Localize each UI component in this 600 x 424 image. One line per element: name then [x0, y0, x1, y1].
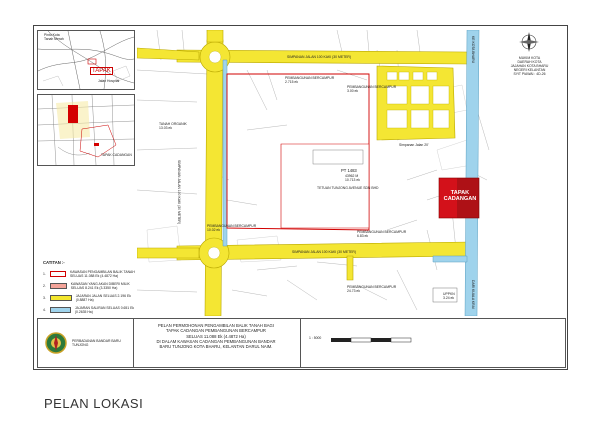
north-arrow-icon	[494, 30, 565, 56]
title-line-4: DI DALAM KAWASAN CADANGAN PEMBANGUNAN BANDAR	[156, 338, 276, 344]
title-line-2: TAPAK CADANGAN PEMBANGUNAN BERCAMPUR	[166, 328, 266, 334]
road-label-top: SIMPANAN JALAN 100 KAKI (30 METER)	[287, 55, 352, 59]
tapak-cadangan-label	[440, 190, 480, 203]
label-simpanan: Simpanan Jalan 20'	[399, 143, 429, 147]
legend-swatch-4	[50, 307, 71, 313]
legend-item-2	[43, 282, 137, 290]
site-map	[137, 30, 492, 316]
road-label-left: SIMPANAN JALAN 100 KAKI (30 METER)	[177, 160, 181, 225]
title-text	[136, 323, 296, 349]
north-line-4: NEGERI KELANTAN	[513, 68, 546, 73]
road-label-middle: SIMPANAN JALAN 100 KAKI (30 METER)	[292, 250, 357, 254]
site-area-label: 43962 M	[345, 174, 359, 178]
north-line-3: JAJAHAN KOTA BHARU	[510, 64, 549, 69]
key-plan-north-label: Pintu Kota Tanah Merah	[44, 33, 64, 42]
legend-text-1: KAWASAN PENGAMBILAN BALIK TANAH SELUAS 11.088 Ek (4.4872 Ha)	[69, 270, 135, 279]
road-label-right-top: KE KOTA BHARU	[471, 36, 475, 64]
legend-panel	[37, 258, 137, 318]
north-line-5: SYIT PIAWAI : 4D-26	[513, 72, 546, 77]
legend-item-1	[43, 270, 137, 278]
site-map-drawing	[137, 30, 492, 316]
inset-legend-label: TAPAK CADANGAN	[101, 153, 132, 157]
org-block	[38, 319, 134, 367]
legend-item-4	[43, 306, 137, 314]
site-lot-label: PT 1483	[341, 168, 357, 173]
legend-text-3: JAJARAN JALAN SELUAS 2.196 Ek (0.8887 Ha)	[75, 294, 131, 303]
north-labels	[494, 56, 565, 76]
label-pembangunan-5: PEMBANGUNAN BERCAMPUR 24.73 ek	[347, 285, 397, 294]
legend-swatch-3	[50, 295, 72, 301]
legend-no-3: 3.	[43, 296, 46, 301]
org-logo-icon	[44, 331, 68, 355]
legend-heading: CATITAN :-	[43, 260, 65, 265]
scale-bar-icon	[331, 333, 451, 347]
north-block	[494, 30, 565, 86]
title-line-3: SELUAS 11.088 Ek (4.4872 Ha)	[186, 333, 246, 339]
label-pembangunan-3: PEMBANGUNAN BERCAMPUR 10.02 ek	[207, 224, 257, 233]
key-plan-road-label: Jalan Hospital	[98, 79, 120, 83]
site-ek-label: 10.713 ek	[345, 178, 360, 182]
label-pembangunan-1: PEMBANGUNAN BERCAMPUR 2.715 ek	[285, 76, 335, 85]
legend-no-2: 2.	[43, 284, 46, 289]
legend-no-4: 4.	[43, 308, 46, 313]
title-line-5: BARU TUNJONG KOTA BHARU, KELANTAN DARUL NAIM.	[159, 344, 273, 349]
scale-block	[300, 319, 565, 367]
legend-text-4: JAJARAN SALIRAN SELUAS 0.651 Ek (0.2635 Ha)	[74, 306, 135, 315]
plan-sheet	[33, 25, 568, 370]
north-line-2: DAERAH KOTA	[517, 60, 542, 65]
label-pembangunan-2: PEMBANGUNAN BERCAMPUR 3.00 ek	[347, 85, 397, 94]
label-tanah-organik: TANAH ORGANIK 13.03 ek	[159, 122, 187, 131]
legend-swatch-1	[50, 271, 66, 277]
legend-text-2: KAWASAN YANG AKAN DIBERI MILIK SELUAS 8.241 Ek (3.3350 Ha)	[70, 282, 130, 291]
legend-swatch-2	[50, 283, 67, 289]
org-name: PERBADANAN BANDAR BARU TUNJONG	[72, 339, 121, 348]
road-label-right-bottom: DARI KUALA KRAI	[471, 280, 475, 309]
north-line-1: MUKIM KOTA	[518, 56, 541, 60]
tapak-line-1: TAPAK	[450, 190, 470, 196]
page-title: PELAN LOKASI	[44, 396, 144, 411]
tapak-line-2: CADANGAN	[443, 196, 477, 203]
site-owner-label: TETUAN TUNJONG AVENUE SDN BHD	[317, 186, 379, 190]
legend-no-1: 1.	[43, 272, 46, 277]
key-plan-site-label: TAPAK	[92, 68, 111, 74]
title-block	[37, 318, 566, 368]
label-uppkn: UPPKN 3.24 ek	[443, 292, 455, 301]
inset-plan	[37, 94, 135, 166]
scale-label: 1 : 5000	[309, 336, 322, 340]
title-line-1: PELAN PERMOHONAN PENGAMBILAN BALIK TANAH BAGI	[158, 323, 274, 328]
key-plan	[37, 30, 135, 90]
legend-item-3	[43, 294, 137, 302]
label-pembangunan-4: PEMBANGUNAN BERCAMPUR 6.83 ek	[357, 230, 407, 239]
